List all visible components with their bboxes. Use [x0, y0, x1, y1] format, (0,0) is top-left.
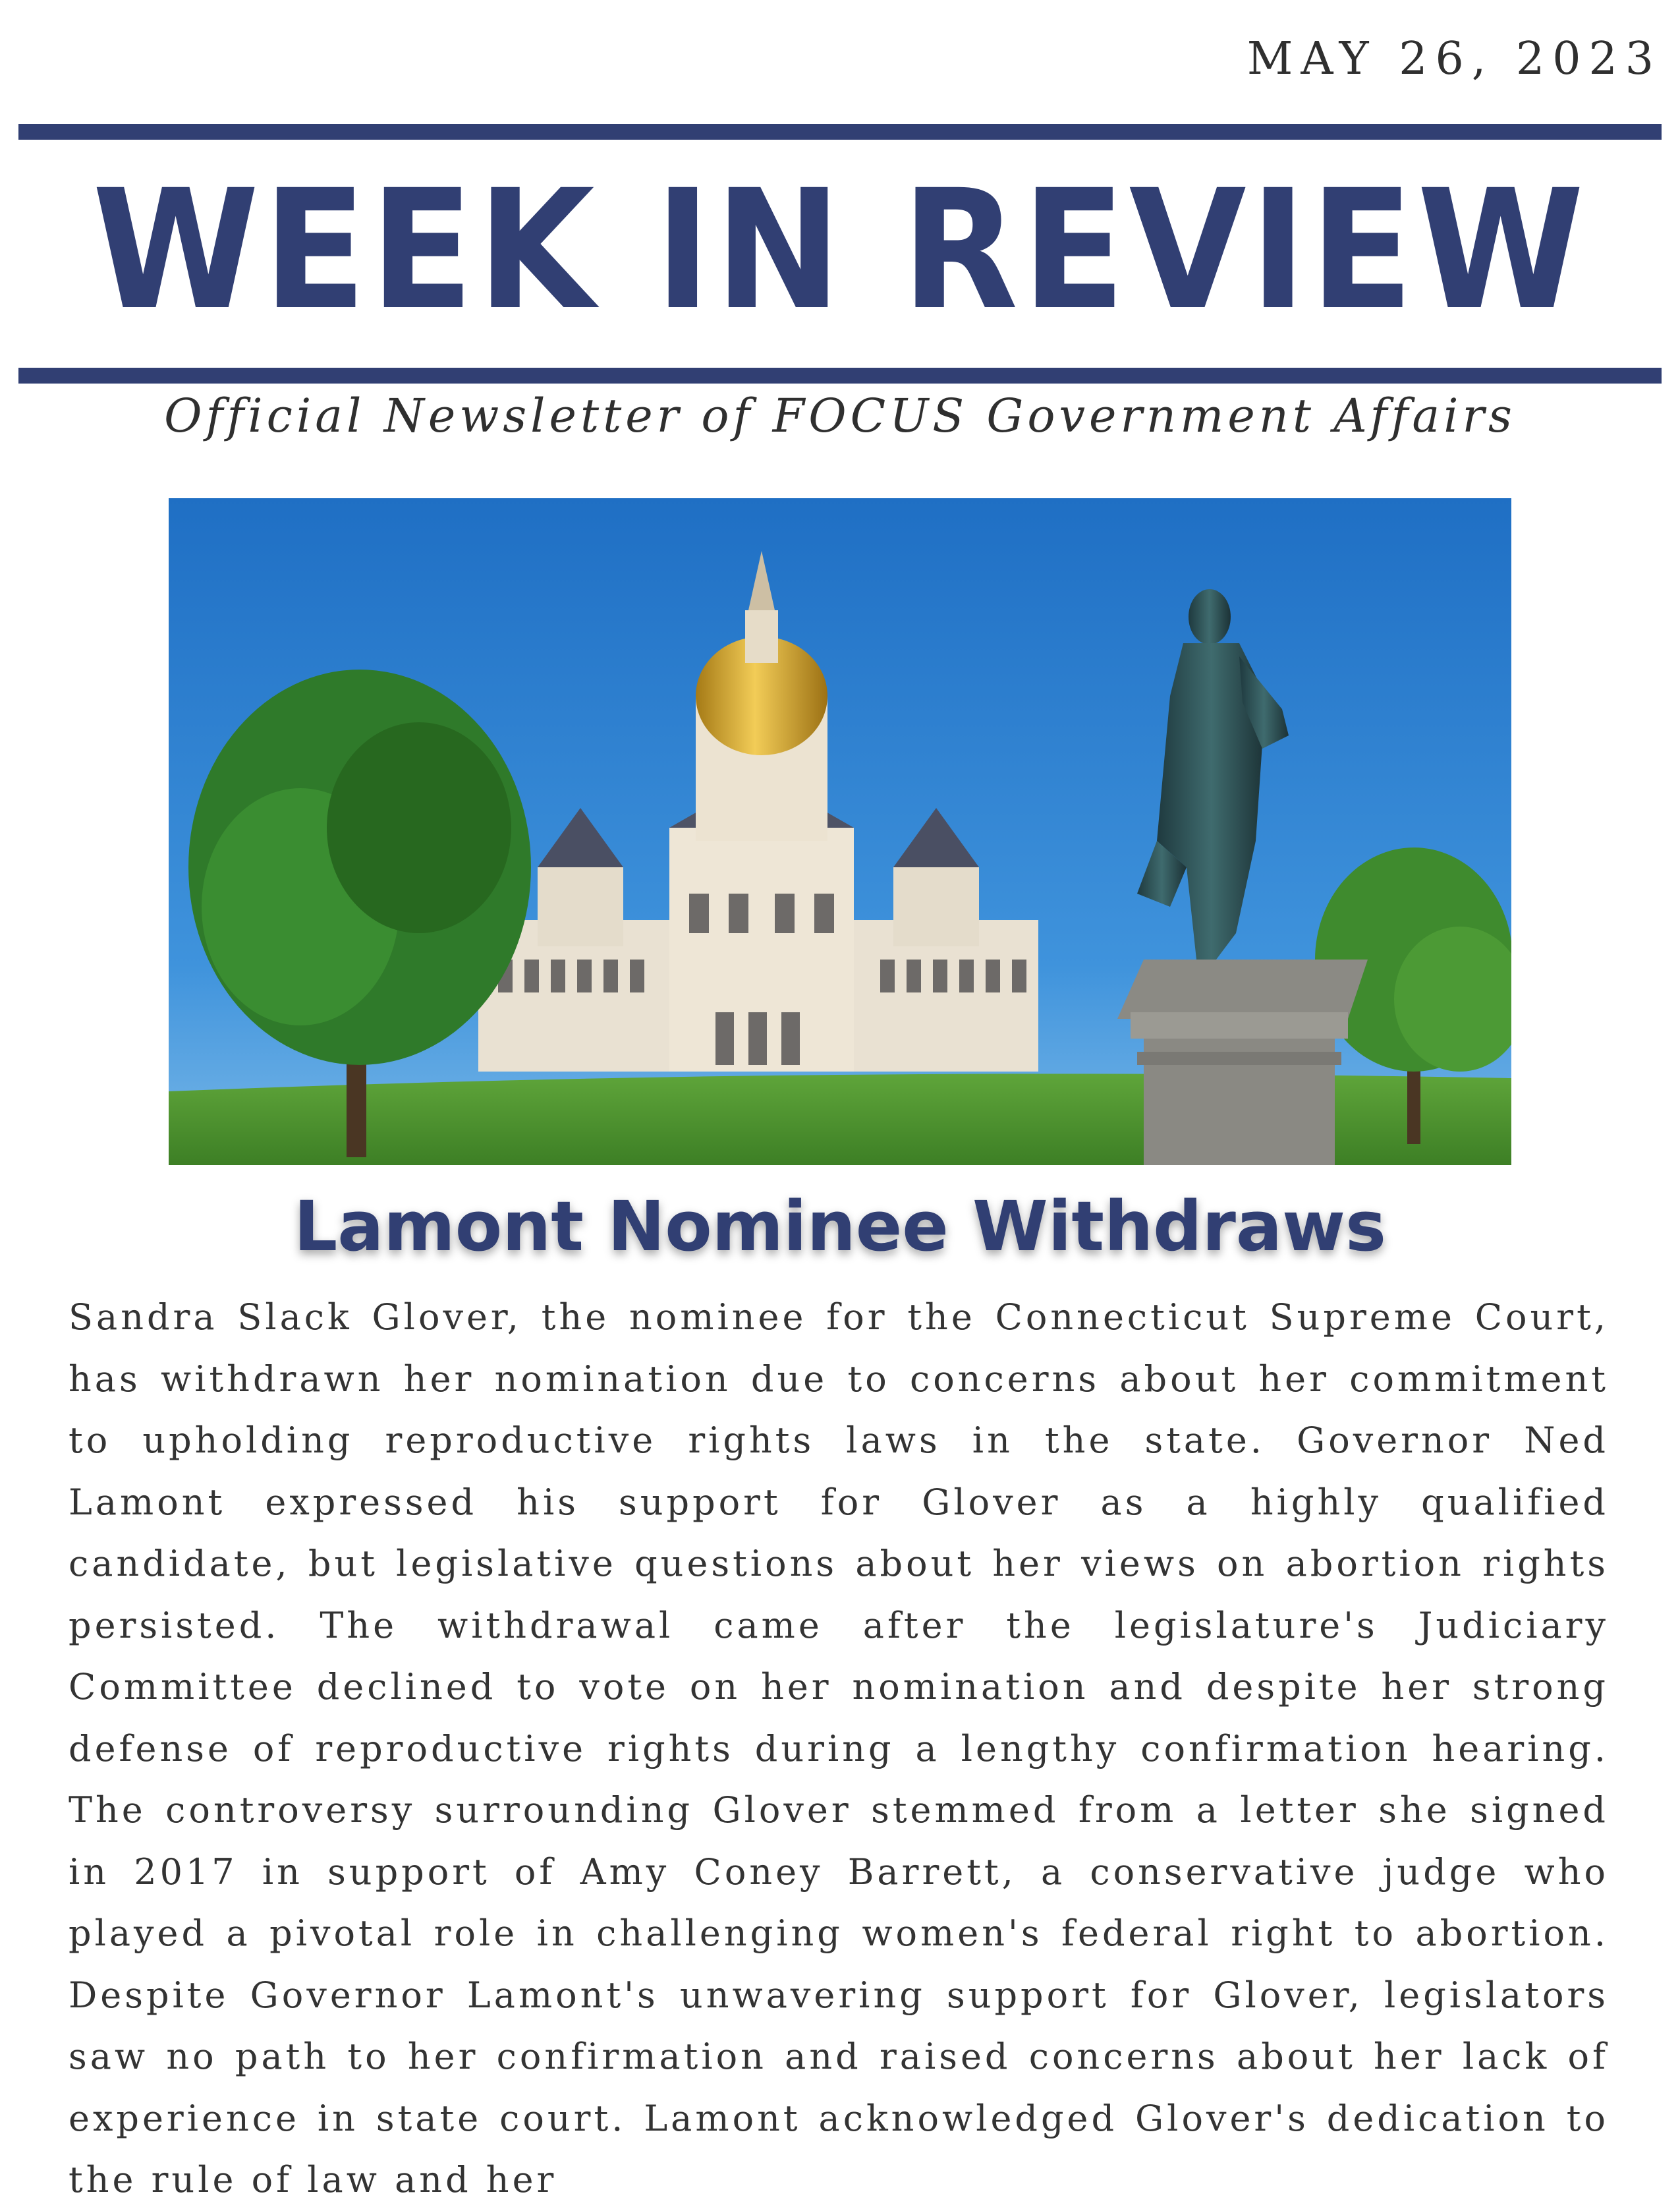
- statue-pedestal: [1117, 960, 1368, 1165]
- article-headline: Lamont Nominee Withdraws: [293, 1186, 1387, 1267]
- issue-date: MAY 26, 2023: [1246, 33, 1662, 85]
- capitol-photo: [169, 498, 1511, 1165]
- newsletter-subtitle: Official Newsletter of FOCUS Government Affairs: [164, 389, 1516, 443]
- masthead-title: WEEK IN REVIEW: [92, 154, 1588, 346]
- masthead-bottom-rule: [18, 368, 1662, 384]
- article-body: Sandra Slack Glover, the nominee for the Connecticut Supreme Court, has withdrawn her nomination due to concerns about her commitment to upholding reproductive rights laws in the state. Governor Ned Lamont expressed his support for Glover as a highly qualified candidate, but legislative questions about her views on abortion rights persisted. The withdrawal came after the legislature's Judiciary Committee declined to vote on her nomination and despite her strong defense of reproductive rights during a lengthy confirmation hearing. The controversy surrounding Glover stemmed from a letter she signed in 2017 in support of Amy Coney Barrett, a conservative judge who played a pivotal role in challenging women's federal right to abortion. Despite Governor Lamont's unwavering support for Glover, legislators saw no path to her confirmation and raised concerns about her lack of experience in state court. Lamont acknowledged Glover's dedication to the rule of law and her: [69, 1296, 1609, 2200]
- masthead-top-rule: [18, 124, 1662, 140]
